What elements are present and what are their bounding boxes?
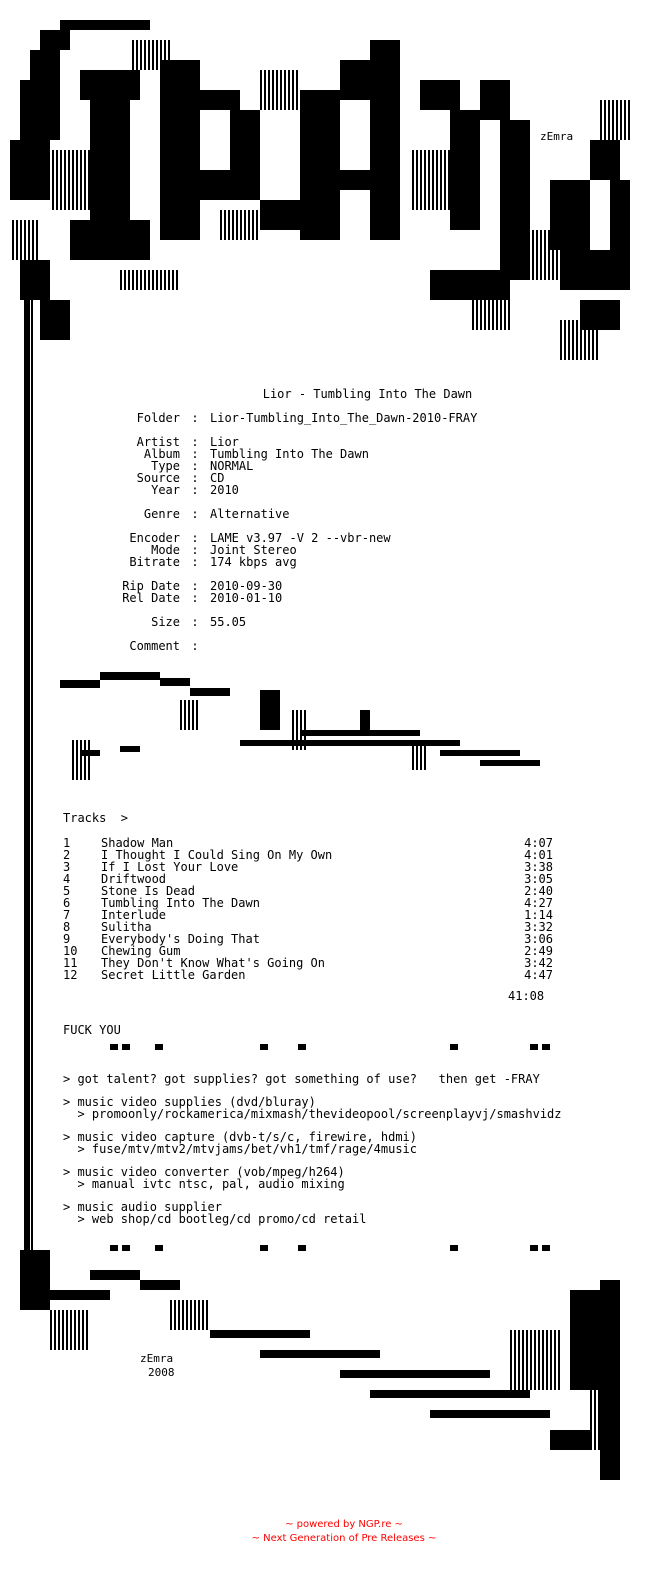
track-title: Everybody's Doing That xyxy=(101,932,260,946)
track-length: 1:14 xyxy=(524,908,553,922)
track-number: 9 xyxy=(63,932,71,946)
info-value: 2010-09-30 xyxy=(210,579,283,593)
info-separator: : xyxy=(191,639,199,653)
track-length: 4:07 xyxy=(524,836,553,850)
total-length: 41:08 xyxy=(508,989,545,1003)
dot-divider-bottom xyxy=(110,1245,560,1253)
info-row xyxy=(90,556,477,568)
info-value: Joint Stereo xyxy=(210,543,297,557)
info-label: Size xyxy=(151,615,180,629)
track-number: 12 xyxy=(63,968,78,982)
info-value: 174 kbps avg xyxy=(210,555,297,569)
info-separator: : xyxy=(191,483,199,497)
track-title: Secret Little Garden xyxy=(101,968,246,982)
info-separator: : xyxy=(191,447,199,461)
info-row xyxy=(90,592,477,604)
track-number: 5 xyxy=(63,884,71,898)
signature-bottom-name: zEmra xyxy=(140,1352,174,1365)
track-title: Chewing Gum xyxy=(101,944,181,958)
track-title: Driftwood xyxy=(101,872,167,886)
track-length: 2:49 xyxy=(524,944,553,958)
track-title: They Don't Know What's Going On xyxy=(101,956,325,970)
info-value: Alternative xyxy=(210,507,290,521)
track-length: 3:38 xyxy=(524,860,553,874)
info-value: LAME v3.97 -V 2 --vbr-new xyxy=(210,531,391,545)
info-label: Year xyxy=(151,483,180,497)
info-separator: : xyxy=(191,435,199,449)
tracks-header: Tracks > xyxy=(63,811,129,825)
track-length: 4:47 xyxy=(524,968,553,982)
info-separator: : xyxy=(191,411,199,425)
track-number: 10 xyxy=(63,944,78,958)
info-label: Artist xyxy=(136,435,180,449)
track-title: Tumbling Into The Dawn xyxy=(101,896,260,910)
group-line: > manual ivtc ntsc, pal, audio mixing xyxy=(63,1177,345,1191)
group-line: > music audio supplier xyxy=(63,1200,222,1214)
info-value: 55.05 xyxy=(210,615,247,629)
group-line: > music video capture (dvb-t/s/c, firewire, hdmi) xyxy=(63,1130,418,1144)
info-value: Tumbling Into The Dawn xyxy=(210,447,369,461)
group-lines xyxy=(63,1073,562,1225)
info-label: Source xyxy=(136,471,180,485)
track-length: 3:05 xyxy=(524,872,553,886)
info-separator: : xyxy=(191,615,199,629)
frame-left-border xyxy=(22,300,36,1280)
divider-art xyxy=(60,670,580,790)
track-number: 6 xyxy=(63,896,71,910)
info-value: 2010-01-10 xyxy=(210,591,283,605)
release-info xyxy=(90,412,477,652)
signature-bottom-year: 2008 xyxy=(148,1366,175,1379)
info-label: Rel Date xyxy=(122,591,180,605)
fray-logo-art xyxy=(0,0,648,380)
footer-line-2: ~ Next Generation of Pre Releases ~ xyxy=(251,1533,437,1544)
info-separator: : xyxy=(191,555,199,569)
info-value: 2010 xyxy=(210,483,239,497)
info-value: Lior xyxy=(210,435,239,449)
info-value: Lior-Tumbling_Into_The_Dawn-2010-FRAY xyxy=(210,411,478,425)
info-row xyxy=(90,484,477,496)
info-separator: : xyxy=(191,531,199,545)
track-number: 1 xyxy=(63,836,71,850)
group-line: > music video converter (vob/mpeg/h264) xyxy=(63,1165,345,1179)
footer xyxy=(0,1518,648,1546)
track-number: 8 xyxy=(63,920,71,934)
info-label: Rip Date xyxy=(122,579,180,593)
track-number: 11 xyxy=(63,956,78,970)
track-title: Sulitha xyxy=(101,920,152,934)
track-list xyxy=(63,837,553,981)
track-title: Stone Is Dead xyxy=(101,884,195,898)
track-length: 4:01 xyxy=(524,848,553,862)
dot-divider-top xyxy=(110,1044,560,1052)
info-separator: : xyxy=(191,471,199,485)
info-label: Comment xyxy=(129,639,180,653)
release-title: Lior - Tumbling Into The Dawn xyxy=(262,387,473,401)
group-line: > promoonly/rockamerica/mixmash/thevideopool/screenplayvj/smashvidz xyxy=(63,1107,562,1121)
info-row xyxy=(90,508,477,520)
track-number: 4 xyxy=(63,872,71,886)
info-value: CD xyxy=(210,471,225,485)
track-title: If I Lost Your Love xyxy=(101,860,239,874)
signature-top: zEmra xyxy=(540,130,574,143)
track-title: I Thought I Could Sing On My Own xyxy=(101,848,333,862)
info-row xyxy=(90,472,477,484)
info-separator: : xyxy=(191,543,199,557)
info-label: Album xyxy=(143,447,180,461)
info-row xyxy=(90,412,477,424)
track-length: 3:32 xyxy=(524,920,553,934)
bottom-art xyxy=(10,1230,638,1500)
track-length: 2:40 xyxy=(524,884,553,898)
track-title: Shadow Man xyxy=(101,836,174,850)
group-line: > web shop/cd bootleg/cd promo/cd retail xyxy=(63,1212,367,1226)
info-row xyxy=(90,616,477,628)
info-separator: : xyxy=(191,591,199,605)
info-separator: : xyxy=(191,459,199,473)
info-label: Folder xyxy=(136,411,180,425)
group-line: > music video supplies (dvd/bluray) xyxy=(63,1095,316,1109)
info-label: Mode xyxy=(151,543,180,557)
track-title: Interlude xyxy=(101,908,167,922)
track-number: 2 xyxy=(63,848,71,862)
footer-line-1[interactable]: ~ powered by NGP.re ~ xyxy=(285,1519,403,1530)
info-label: Bitrate xyxy=(129,555,180,569)
info-label: Encoder xyxy=(129,531,180,545)
group-heading: FUCK YOU xyxy=(63,1023,121,1037)
group-line: > fuse/mtv/mtv2/mtvjams/bet/vh1/tmf/rage/4music xyxy=(63,1142,418,1156)
track-number: 7 xyxy=(63,908,71,922)
info-row xyxy=(90,640,477,652)
info-row xyxy=(90,448,477,460)
group-line: > got talent? got supplies? got something of use? then get -FRAY xyxy=(63,1072,540,1086)
track-length: 3:06 xyxy=(524,932,553,946)
track-length: 3:42 xyxy=(524,956,553,970)
info-separator: : xyxy=(191,507,199,521)
track-number: 3 xyxy=(63,860,71,874)
track-row xyxy=(63,969,553,981)
info-separator: : xyxy=(191,579,199,593)
info-value: NORMAL xyxy=(210,459,254,473)
track-length: 4:27 xyxy=(524,896,553,910)
info-label: Genre xyxy=(143,507,180,521)
info-label: Type xyxy=(151,459,180,473)
